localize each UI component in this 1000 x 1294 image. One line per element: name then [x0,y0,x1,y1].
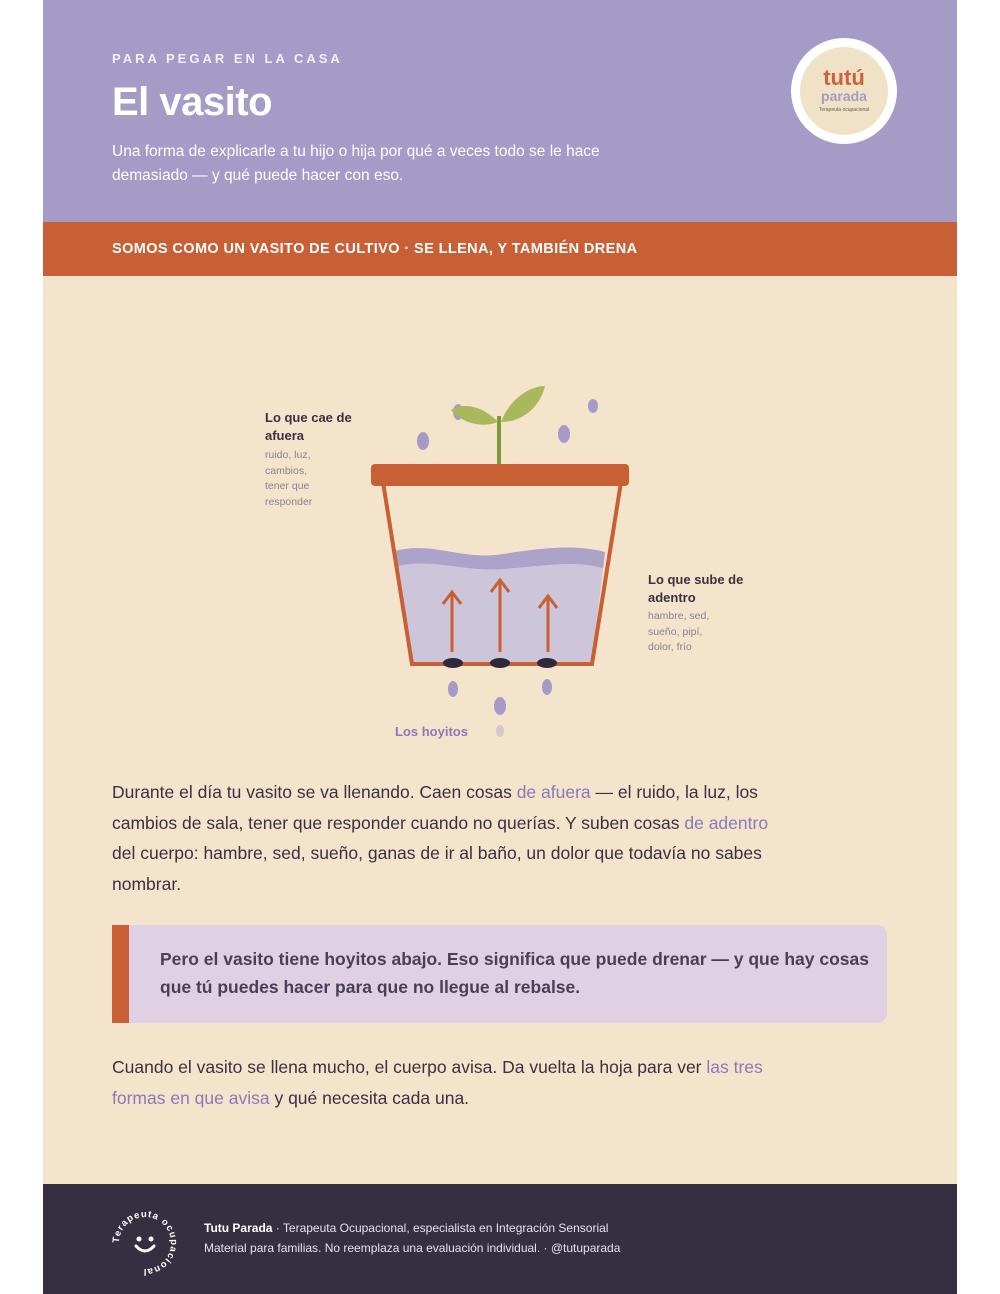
drop-icon [588,399,598,413]
inside-label-title: Lo que sube de adentro [648,572,744,605]
pot-illustration [43,276,957,776]
therapist-stamp-icon [110,1208,180,1278]
paragraph-text: del cuerpo: hambre, sed, sueño, ganas de ir al baño, un dolor que todavía no sabes nombrar. [112,843,762,894]
paragraph-text: Cuando el vasito se llena mucho, el cuerpo avisa. Da vuelta la hoja para ver [112,1057,707,1077]
logo-badge [800,47,888,135]
body-paragraph-2 [112,1052,772,1113]
holes-label: Los hoyitos [395,724,468,739]
inside-label-items: hambre, sed, sueño, pipí, dolor, frío [648,610,710,653]
leaf-left-icon [451,406,498,425]
paragraph-text: y qué necesita cada una. [269,1087,470,1108]
brand-logo [791,38,897,144]
drop-icon [448,681,458,697]
pot-rim [371,464,629,486]
header [43,0,957,222]
leaf-right-icon [501,386,545,422]
highlight-inside: de adentro [684,812,769,833]
outside-label-title: Lo que cae de afuera [265,410,352,443]
pot-diagram [43,276,957,776]
logo-wordmark-top: tutú [823,65,865,90]
footer [43,1184,957,1294]
paragraph-text: Durante el día tu vasito se va llenando. Caen cosas [112,782,517,802]
hole-icon [537,658,557,668]
drop-icon [417,432,429,450]
kicker: PARA PEGAR EN LA CASA [112,51,343,66]
callout-text: Pero el vasito tiene hoyitos abajo. Eso significa que puede drenar — y que hay cosas que tú puedes hacer para que no llegue al rebalse. [160,949,869,997]
section-band-text: SOMOS COMO UN VASITO DE CULTIVO · SE LLENA, Y TAMBIÉN DRENA [112,241,638,257]
page-title: El vasito [112,80,273,124]
info-sheet [43,0,957,1294]
outside-label-items: ruido, luz, cambios, tener que responder [265,449,313,508]
hole-icon [443,658,463,668]
paragraph-text: — el ruido, la luz, los cambios de sala, tener que responder cuando no querías. Y suben cosas [112,782,758,833]
footer-name: Tutu Parada [204,1221,273,1235]
drop-icon [494,697,506,715]
drop-icon [542,679,552,695]
drop-icon [558,425,570,443]
highlight-turn-page: las tres formas en que avisa [112,1057,763,1108]
callout-box [112,925,887,1023]
logo-wordmark-bottom: parada [821,88,867,104]
footer-credit [204,1221,608,1235]
footer-role: · Terapeuta Ocupacional, especialista en Integración Sensorial [272,1221,609,1235]
section-band [43,222,957,276]
body-paragraph-1 [112,777,772,899]
footer-note: Material para familias. No reemplaza una evaluación individual. · @tutuparada [204,1241,621,1255]
stamp-text: Terapeuta ocupacional [110,1208,180,1278]
callout-accent-bar [112,925,129,1023]
svg-text:Terapeuta ocupacional [111,1209,179,1277]
intro-text: Una forma de explicarle a tu hijo o hija por qué a veces todo se le hace demasiado — y qué puede hacer con eso. [112,143,600,184]
logo-tagline: Terapeuta ocupacional [818,107,870,113]
hole-icon [490,658,510,668]
highlight-outside: de afuera [516,782,591,802]
